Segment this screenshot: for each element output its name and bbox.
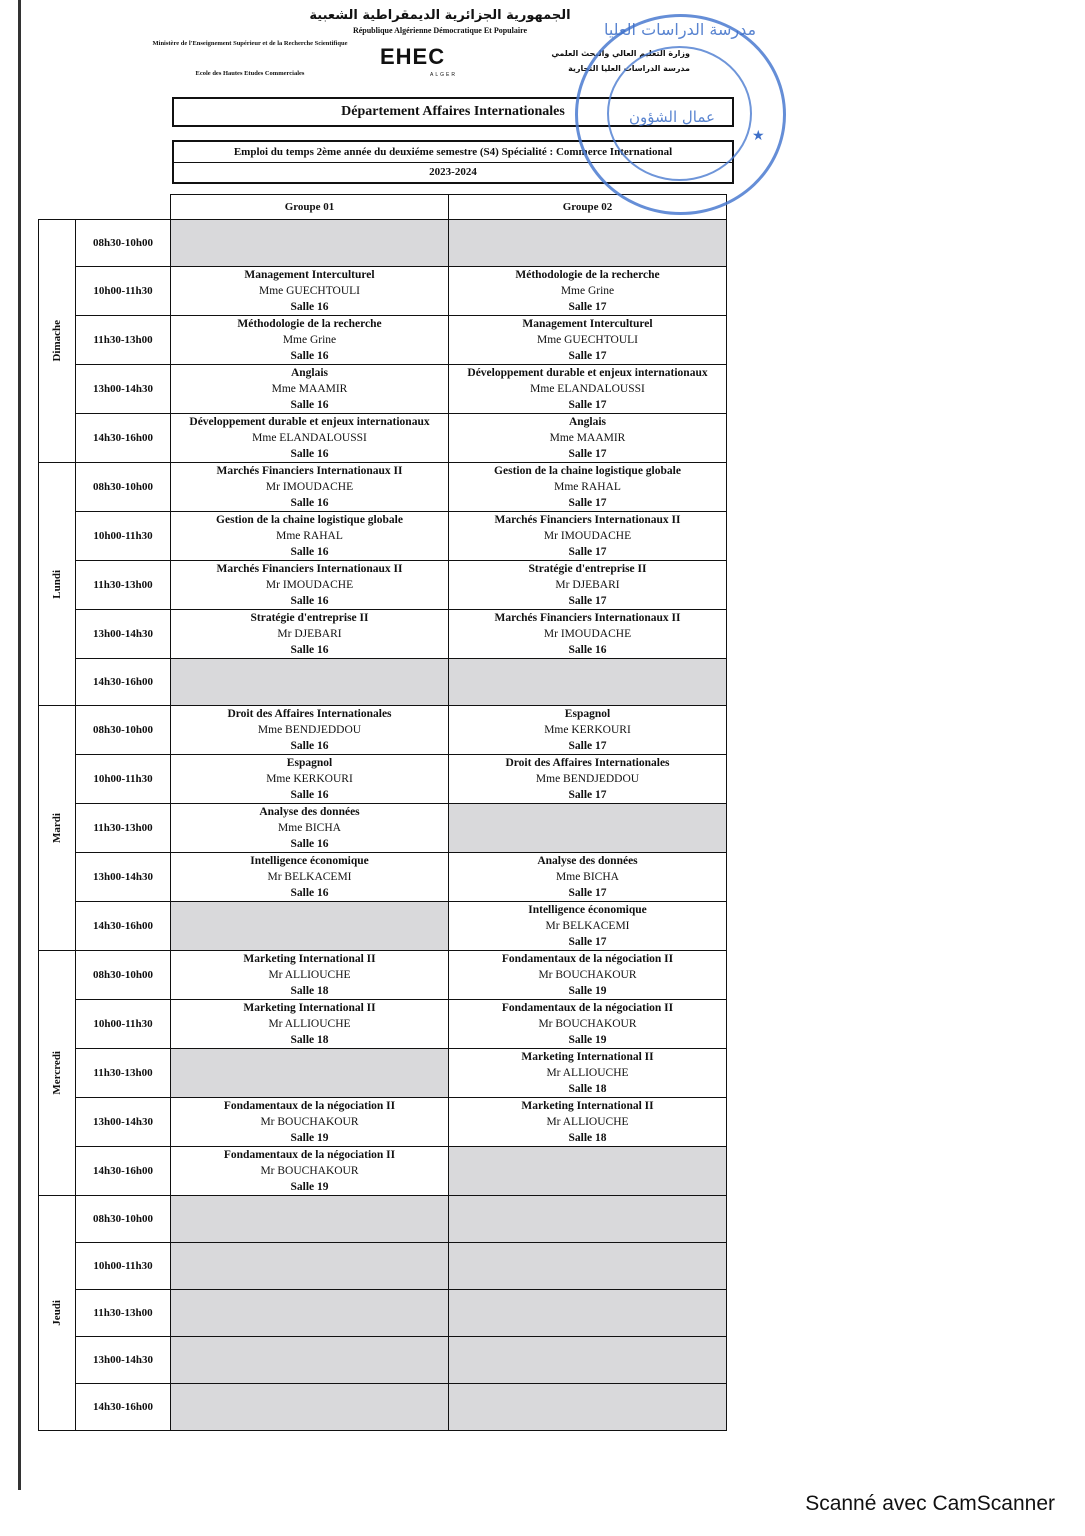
- school-name: Ecole des Hautes Etudes Commerciales: [195, 70, 305, 77]
- table-row: [39, 365, 727, 414]
- course-teacher: Mme GUECHTOULI: [536, 334, 639, 346]
- course-teacher: Mme BENDJEDDOU: [535, 773, 640, 785]
- course-room: Salle 16: [290, 301, 329, 313]
- course-title: Intelligence économique: [250, 855, 369, 867]
- arabic-republic-title: الجمهورية الجزائرية الديمقراطية الشعبية: [309, 8, 571, 23]
- time-slot: 08h30-10h00: [76, 706, 171, 755]
- course-room: Salle 16: [290, 595, 329, 607]
- day-name: Mercredi: [51, 1051, 63, 1095]
- course-title: Marketing International II: [243, 1002, 376, 1014]
- department-title: Département Affaires Internationales: [172, 97, 734, 127]
- course-title: Espagnol: [564, 708, 611, 720]
- course-cell: [449, 512, 727, 561]
- course-teacher: Mr DJEBARI: [277, 628, 342, 640]
- course-room: Salle 16: [290, 448, 329, 460]
- course-cell: [171, 365, 449, 414]
- course-room: Salle 17: [568, 887, 607, 899]
- time-slot: 11h30-13h00: [76, 804, 171, 853]
- course-teacher: Mme GUECHTOULI: [258, 285, 361, 297]
- course-teacher: Mme BICHA: [556, 871, 619, 883]
- arabic-school-line: مدرسة الدراسات العليا التجارية: [568, 64, 690, 74]
- time-slot: 08h30-10h00: [76, 463, 171, 512]
- course-room: Salle 17: [568, 936, 607, 948]
- stamp-text-middle: عمال الشؤون: [629, 108, 715, 126]
- table-row: [39, 220, 727, 267]
- course-title: Droit des Affaires Internationales: [227, 708, 392, 720]
- course-teacher: Mme KERKOURI: [266, 773, 353, 785]
- course-room: Salle 16: [290, 399, 329, 411]
- empty-cell: [171, 1196, 449, 1243]
- course-room: Salle 19: [568, 985, 607, 997]
- table-row: [39, 902, 727, 951]
- time-slot: 11h30-13h00: [76, 1290, 171, 1337]
- table-row: [39, 1384, 727, 1431]
- course-cell: [171, 316, 449, 365]
- course-room: Salle 17: [568, 399, 607, 411]
- day-name: Jeudi: [51, 1300, 63, 1326]
- course-title: Stratégie d'entreprise II: [250, 612, 369, 624]
- ministry-name: Ministère de l'Enseignement Supérieur et de la Recherche Scientifique: [152, 40, 348, 47]
- course-title: Marchés Financiers Internationaux II: [216, 563, 403, 575]
- course-room: Salle 19: [568, 1034, 607, 1046]
- course-room: Salle 16: [290, 546, 329, 558]
- course-cell: [449, 267, 727, 316]
- time-slot: 10h00-11h30: [76, 267, 171, 316]
- course-teacher: Mme Grine: [560, 285, 615, 297]
- french-republic-title: République Algérienne Démocratique Et Populaire: [352, 26, 528, 35]
- day-name: Dimache: [51, 320, 63, 362]
- time-slot: 13h00-14h30: [76, 1098, 171, 1147]
- course-title: Management Interculturel: [244, 269, 375, 281]
- empty-cell: [171, 1337, 449, 1384]
- course-teacher: Mr BOUCHAKOUR: [538, 1018, 637, 1030]
- course-cell: [171, 561, 449, 610]
- course-title: Fondamentaux de la négociation II: [223, 1149, 396, 1161]
- day-label: [39, 220, 76, 463]
- table-row: [39, 1290, 727, 1337]
- course-room: Salle 18: [568, 1132, 607, 1144]
- course-teacher: Mr BOUCHAKOUR: [260, 1165, 359, 1177]
- course-cell: [171, 804, 449, 853]
- table-row: [39, 1243, 727, 1290]
- table-row: [39, 1049, 727, 1098]
- course-room: Salle 17: [568, 595, 607, 607]
- table-row: [39, 1098, 727, 1147]
- course-room: Salle 17: [568, 546, 607, 558]
- time-slot: 13h00-14h30: [76, 1337, 171, 1384]
- course-cell: [449, 951, 727, 1000]
- course-cell: [449, 755, 727, 804]
- course-teacher: Mr ALLIOUCHE: [546, 1116, 629, 1128]
- course-teacher: Mr BELKACEMI: [267, 871, 352, 883]
- course-cell: [449, 1000, 727, 1049]
- course-cell: [449, 316, 727, 365]
- empty-cell: [449, 1384, 727, 1431]
- empty-cell: [449, 1147, 727, 1196]
- course-teacher: Mme RAHAL: [276, 530, 343, 542]
- course-teacher: Mme BICHA: [278, 822, 341, 834]
- course-title: Méthodologie de la recherche: [237, 318, 382, 330]
- camscanner-footer: Scanné avec CamScanner: [805, 1492, 1055, 1515]
- course-title: Marchés Financiers Internationaux II: [216, 465, 403, 477]
- table-row: [39, 463, 727, 512]
- schedule-title: Emploi du temps 2ème année du deuxiéme semestre (S4) Spécialité : Commerce International: [174, 142, 732, 163]
- course-room: Salle 16: [290, 644, 329, 656]
- course-title: Gestion de la chaine logistique globale: [216, 514, 403, 526]
- course-teacher: Mme ELANDALOUSSI: [252, 432, 367, 444]
- time-slot: 08h30-10h00: [76, 220, 171, 267]
- course-teacher: Mme BENDJEDDOU: [257, 724, 362, 736]
- empty-cell: [449, 1196, 727, 1243]
- course-title: Fondamentaux de la négociation II: [501, 953, 674, 965]
- course-cell: [171, 463, 449, 512]
- course-cell: [171, 951, 449, 1000]
- stamp-text-top: مدرسة الدراسات العليا: [603, 20, 757, 39]
- time-slot: 13h00-14h30: [76, 853, 171, 902]
- course-teacher: Mme MAAMIR: [549, 432, 626, 444]
- empty-cell: [171, 220, 449, 267]
- time-slot: 14h30-16h00: [76, 902, 171, 951]
- course-title: Marketing International II: [521, 1100, 654, 1112]
- course-cell: [171, 610, 449, 659]
- course-title: Développement durable et enjeux internationaux: [467, 367, 708, 379]
- timetable: [38, 194, 727, 1431]
- empty-cell: [171, 902, 449, 951]
- arabic-ministry-line: وزارة التعليم العالي والبحث العلمي: [551, 49, 690, 58]
- course-cell: [171, 706, 449, 755]
- group2-header: Groupe 02: [449, 195, 727, 220]
- course-room: Salle 16: [290, 497, 329, 509]
- course-room: Salle 17: [568, 789, 607, 801]
- course-room: Salle 19: [290, 1132, 329, 1144]
- time-slot: 11h30-13h00: [76, 316, 171, 365]
- empty-cell: [171, 1290, 449, 1337]
- empty-cell: [449, 804, 727, 853]
- star-icon: ★: [752, 129, 765, 144]
- course-cell: [171, 414, 449, 463]
- table-row: [39, 561, 727, 610]
- table-row: [39, 804, 727, 853]
- course-room: Salle 17: [568, 301, 607, 313]
- course-title: Fondamentaux de la négociation II: [501, 1002, 674, 1014]
- course-title: Marchés Financiers Internationaux II: [494, 514, 681, 526]
- time-slot: 13h00-14h30: [76, 365, 171, 414]
- table-row: [39, 267, 727, 316]
- course-cell: [449, 463, 727, 512]
- time-slot: 11h30-13h00: [76, 1049, 171, 1098]
- course-teacher: Mr BOUCHAKOUR: [538, 969, 637, 981]
- academic-year: 2023-2024: [429, 166, 477, 178]
- table-row: [39, 1000, 727, 1049]
- empty-cell: [449, 1243, 727, 1290]
- day-label: [39, 706, 76, 951]
- time-slot: 08h30-10h00: [76, 951, 171, 1000]
- course-cell: [171, 1147, 449, 1196]
- course-room: Salle 17: [568, 740, 607, 752]
- course-title: Marchés Financiers Internationaux II: [494, 612, 681, 624]
- day-name: Lundi: [51, 569, 63, 599]
- course-teacher: Mme Grine: [282, 334, 337, 346]
- course-room: Salle 16: [568, 644, 607, 656]
- course-room: Salle 18: [290, 985, 329, 997]
- course-cell: [449, 853, 727, 902]
- course-title: Management Interculturel: [522, 318, 653, 330]
- day-name: Mardi: [51, 813, 63, 843]
- course-teacher: Mr ALLIOUCHE: [268, 1018, 351, 1030]
- course-cell: [449, 561, 727, 610]
- table-row: [39, 414, 727, 463]
- empty-cell: [171, 1049, 449, 1098]
- table-row: [39, 951, 727, 1000]
- time-slot: 10h00-11h30: [76, 755, 171, 804]
- empty-cell: [449, 659, 727, 706]
- course-cell: [449, 1098, 727, 1147]
- course-cell: [171, 1000, 449, 1049]
- course-cell: [171, 853, 449, 902]
- time-slot: 14h30-16h00: [76, 1384, 171, 1431]
- course-title: Fondamentaux de la négociation II: [223, 1100, 396, 1112]
- group1-header: Groupe 01: [171, 195, 449, 220]
- course-room: Salle 18: [568, 1083, 607, 1095]
- time-slot: 11h30-13h00: [76, 561, 171, 610]
- course-cell: [449, 706, 727, 755]
- course-cell: [449, 610, 727, 659]
- course-cell: [171, 1098, 449, 1147]
- course-room: Salle 17: [568, 350, 607, 362]
- time-slot: 10h00-11h30: [76, 1243, 171, 1290]
- course-room: Salle 16: [290, 838, 329, 850]
- course-teacher: Mr ALLIOUCHE: [546, 1067, 629, 1079]
- empty-cell: [171, 1243, 449, 1290]
- course-teacher: Mr DJEBARI: [555, 579, 620, 591]
- time-slot: 08h30-10h00: [76, 1196, 171, 1243]
- course-teacher: Mme KERKOURI: [544, 724, 631, 736]
- course-title: Méthodologie de la recherche: [515, 269, 660, 281]
- table-row: [39, 512, 727, 561]
- course-cell: [171, 512, 449, 561]
- course-teacher: Mme MAAMIR: [271, 383, 348, 395]
- course-title: Droit des Affaires Internationales: [505, 757, 670, 769]
- course-title: Marketing International II: [521, 1051, 654, 1063]
- course-teacher: Mme ELANDALOUSSI: [530, 383, 645, 395]
- course-cell: [171, 267, 449, 316]
- time-slot: 10h00-11h30: [76, 1000, 171, 1049]
- table-row: [39, 316, 727, 365]
- day-label: [39, 951, 76, 1196]
- course-teacher: Mr ALLIOUCHE: [268, 969, 351, 981]
- course-room: Salle 18: [290, 1034, 329, 1046]
- table-row: [39, 1337, 727, 1384]
- course-room: Salle 19: [290, 1181, 329, 1193]
- scan-edge: [18, 0, 21, 1490]
- table-row: [39, 1196, 727, 1243]
- course-title: Stratégie d'entreprise II: [528, 563, 647, 575]
- course-title: Intelligence économique: [528, 904, 647, 916]
- course-teacher: Mr IMOUDACHE: [543, 628, 632, 640]
- course-title: Espagnol: [286, 757, 333, 769]
- empty-cell: [171, 1384, 449, 1431]
- day-label: [39, 1196, 76, 1431]
- course-teacher: Mr BOUCHAKOUR: [260, 1116, 359, 1128]
- day-label: [39, 463, 76, 706]
- empty-cell: [449, 220, 727, 267]
- table-row: [39, 755, 727, 804]
- course-title: Analyse des données: [259, 806, 360, 818]
- time-slot: 13h00-14h30: [76, 610, 171, 659]
- course-teacher: Mr BELKACEMI: [545, 920, 630, 932]
- table-row: [39, 659, 727, 706]
- course-title: Analyse des données: [537, 855, 638, 867]
- course-cell: [171, 755, 449, 804]
- time-slot: 14h30-16h00: [76, 659, 171, 706]
- table-row: [39, 610, 727, 659]
- ehec-logo: EHEC ALGER: [380, 44, 457, 78]
- course-title: Développement durable et enjeux internationaux: [189, 416, 430, 428]
- course-room: Salle 16: [290, 789, 329, 801]
- course-teacher: Mr IMOUDACHE: [543, 530, 632, 542]
- course-cell: [449, 414, 727, 463]
- course-cell: [449, 365, 727, 414]
- course-title: Anglais: [290, 367, 329, 379]
- time-slot: 10h00-11h30: [76, 512, 171, 561]
- empty-cell: [171, 659, 449, 706]
- course-teacher: Mme RAHAL: [554, 481, 621, 493]
- table-row: [39, 706, 727, 755]
- empty-cell: [449, 1337, 727, 1384]
- course-room: Salle 17: [568, 497, 607, 509]
- course-room: Salle 16: [290, 740, 329, 752]
- time-slot: 14h30-16h00: [76, 1147, 171, 1196]
- course-cell: [449, 1049, 727, 1098]
- course-room: Salle 16: [290, 887, 329, 899]
- course-room: Salle 16: [290, 350, 329, 362]
- course-cell: [449, 902, 727, 951]
- empty-cell: [449, 1290, 727, 1337]
- time-slot: 14h30-16h00: [76, 414, 171, 463]
- course-title: Marketing International II: [243, 953, 376, 965]
- course-teacher: Mr IMOUDACHE: [265, 579, 354, 591]
- course-teacher: Mr IMOUDACHE: [265, 481, 354, 493]
- table-row: [39, 853, 727, 902]
- course-title: Gestion de la chaine logistique globale: [494, 465, 681, 477]
- course-room: Salle 17: [568, 448, 607, 460]
- course-title: Anglais: [568, 416, 607, 428]
- table-row: [39, 1147, 727, 1196]
